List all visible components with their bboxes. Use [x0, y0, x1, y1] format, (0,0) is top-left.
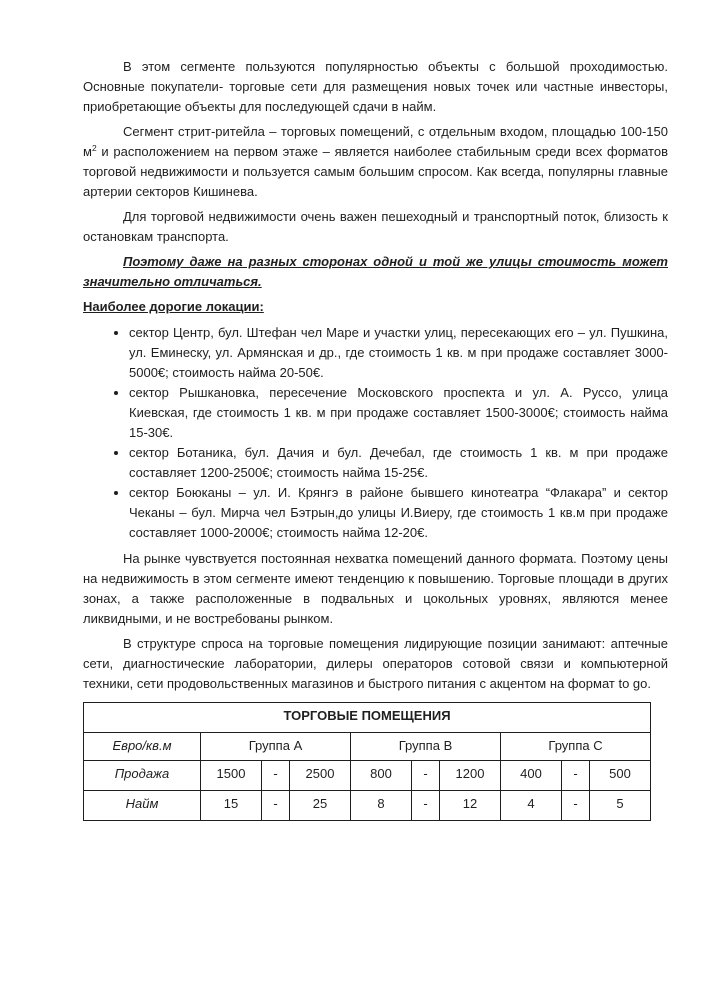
paragraph-price-difference-emphasis: Поэтому даже на разных сторонах одной и той же улицы стоимость может значительно отличаться. — [83, 254, 668, 289]
row-label-sale: Продажа — [84, 761, 201, 791]
table-row-sale — [84, 761, 651, 791]
paragraph-street-retail-text-continued: и расположением на первом этаже – является наиболее стабильным среди всех форматов торговой недвижимости и пользуется самым большим спросом. Как всегда, популярны главные артерии секторов Кишинева. — [83, 144, 668, 199]
table-cell: - — [262, 791, 290, 821]
paragraph-shortage: На рынке чувствуется постоянная нехватка помещений данного формата. Поэтому цены на недвижимость в этом сегменте имеют тенденцию к повышению. Торговые площади в других зонах, а также расположенные в подвальных и цокольных уровнях, являются менее ликвидными, и не востребованы рынком. — [83, 551, 668, 626]
paragraph-street-retail — [83, 122, 668, 202]
table-group-b-header: Группа B — [351, 733, 501, 761]
table-cell: 400 — [501, 761, 562, 791]
location-item-botanica: • сектор Ботаника, бул. Дачия и бул. Дечебал, где стоимость 1 кв. м при продаже составляет 1200-2500€; стоимость найма 15-25€. — [129, 443, 668, 483]
table-cell: 15 — [201, 791, 262, 821]
heading-expensive-locations: Наиболее дорогие локации: — [83, 299, 264, 314]
row-label-rent: Найм — [84, 791, 201, 821]
table-cell: 25 — [290, 791, 351, 821]
table-cell: 5 — [590, 791, 651, 821]
table-cell: 1200 — [440, 761, 501, 791]
paragraph-street-retail-text: Сегмент стрит-ритейла – торговых помещений, с отдельным входом, площадью 100-150 м — [83, 124, 668, 159]
expensive-locations-list — [83, 323, 668, 543]
paragraph-segment-overview: В этом сегменте пользуются популярностью объекты с большой проходимостью. Основные покупатели- торговые сети для размещения новых точек или частные инвесторы, приобретающие объекты для последующей сдачи в найм. — [83, 59, 668, 114]
table-cell: 2500 — [290, 761, 351, 791]
table-cell: 4 — [501, 791, 562, 821]
table-title: ТОРГОВЫЕ ПОМЕЩЕНИЯ — [84, 703, 651, 733]
location-item-buiucani-ciocana: • сектор Боюканы – ул. И. Крянгэ в районе бывшего кинотеатра “Флакара” и сектор Чеканы – бул. Мирча чел Бэтрын,до улицы И.Виеру, где стоимость 1 кв.м при продаже составляет 1000-2000€; стоимость найма 12-20€. — [129, 483, 668, 543]
table-cell: - — [562, 791, 590, 821]
square-meter-superscript: 2 — [91, 143, 97, 153]
table-cell: - — [562, 761, 590, 791]
table-row-rent — [84, 791, 651, 821]
table-group-a-header: Группа A — [201, 733, 351, 761]
table-cell: 12 — [440, 791, 501, 821]
table-cell: - — [412, 791, 440, 821]
location-item-riscanovca: • сектор Рышкановка, пересечение Московского проспекта и ул. А. Руссо, улица Киевская, где стоимость 1 кв. м при продаже составляет 1500-3000€; стоимость найма 15-30€. — [129, 383, 668, 443]
table-cell: 800 — [351, 761, 412, 791]
table-cell: 1500 — [201, 761, 262, 791]
commercial-premises-table — [83, 702, 651, 821]
table-cell: 500 — [590, 761, 651, 791]
document-body — [83, 57, 668, 821]
location-item-centru: • сектор Центр, бул. Штефан чел Маре и участки улиц, пересекающих его – ул. Пушкина, ул. Еминеску, ул. Армянская и др., где стоимость 1 кв. м при продаже составляет 3000-5000€; стоимость найма 20-50€. — [129, 323, 668, 383]
table-unit-label: Евро/кв.м — [84, 733, 201, 761]
table-cell: - — [262, 761, 290, 791]
paragraph-demand-structure: В структуре спроса на торговые помещения лидирующие позиции занимают: аптечные сети, диагностические лаборатории, дилеры операторов сотовой связи и компьютерной техники, сети продовольственных магазинов и быстрого питания с акцентом на формат to go. — [83, 636, 668, 691]
paragraph-foot-traffic: Для торговой недвижимости очень важен пешеходный и транспортный поток, близость к остановкам транспорта. — [83, 209, 668, 244]
table-group-c-header: Группа C — [501, 733, 651, 761]
table-cell: 8 — [351, 791, 412, 821]
table-cell: - — [412, 761, 440, 791]
